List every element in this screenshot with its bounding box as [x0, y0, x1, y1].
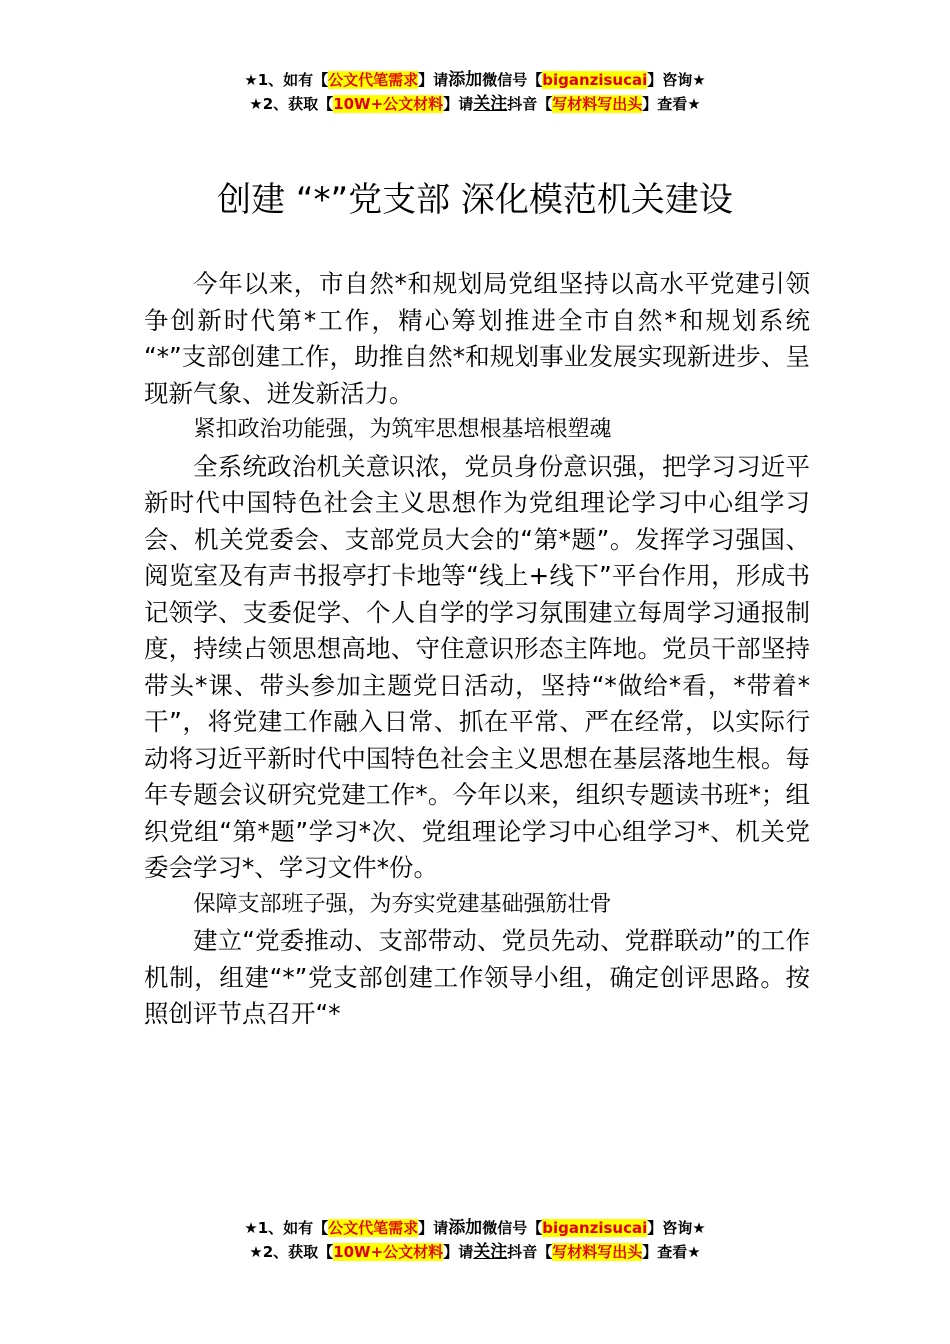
- banner-text: 微信号【: [482, 1219, 543, 1237]
- banner-highlight: 10W+公文材料: [333, 95, 444, 113]
- banner-text: ★1、如有【: [244, 1219, 329, 1237]
- banner-emphasis: 关注: [473, 1242, 508, 1262]
- document-title: 创建 “*”党支部 深化模范机关建设: [217, 180, 733, 220]
- banner-highlight: 公文代笔需求: [328, 1219, 419, 1237]
- banner-text: ★2、获取【: [249, 95, 334, 113]
- banner-emphasis: 关注: [473, 94, 508, 114]
- banner-text: ★2、获取【: [249, 1243, 334, 1261]
- paragraph: 建立“党委推动、支部带动、党员先动、党群联动”的工作机制，组建“*”党支部创建工作领导小组，确定创评思路。按照创评节点召开“*: [144, 926, 810, 1028]
- banner-text: 】请: [418, 71, 449, 89]
- banner-highlight: 10W+公文材料: [333, 1243, 444, 1261]
- paragraph: 全系统政治机关意识浓，党员身份意识强，把学习习近平新时代中国特色社会主义思想作为党组理论学习中心组学习会、机关党委会、支部党员大会的“第*题”。发挥学习强国、阅览室及有声书报亭打卡地等“线上+线下”平台作用，形成书记领学、支委促学、个人自学的学习氛围建立每周学习通报制度，持续占领思想高地、守住意识形态主阵地。党员干部坚持带头*课、带头参加主题党日活动，坚持“*做给*看，*带着*干”，将党建工作融入日常、抓在平常、严在经常，以实际行动将习近平新时代中国特色社会主义思想在基层落地生根。每年专题会议研究党建工作*。今年以来，组织专题读书班*；组织党组“第*题”学习*次、党组理论学习中心组学习*、机关党委会学习*、学习文件*份。: [144, 451, 810, 882]
- header-banner: [0, 68, 950, 116]
- banner-highlight: 写材料写出头: [552, 95, 643, 113]
- document-body: [144, 266, 810, 1033]
- banner-highlight: 公文代笔需求: [328, 71, 419, 89]
- banner-text: 】查看★: [642, 1243, 701, 1261]
- banner-emphasis: 添加: [448, 1218, 483, 1238]
- banner-text: 】查看★: [642, 95, 701, 113]
- banner-highlight: biganzisucai: [542, 1219, 648, 1237]
- banner-highlight: biganzisucai: [542, 71, 648, 89]
- section-heading: 保障支部班子强，为夯实党建基础强筋壮骨: [193, 891, 612, 917]
- banner-text: 抖音【: [507, 95, 553, 113]
- banner-line-2: [0, 92, 950, 116]
- banner-line-2: [0, 1240, 950, 1264]
- banner-emphasis: 添加: [448, 70, 483, 90]
- banner-line-1: [0, 68, 950, 92]
- footer-banner: [0, 1216, 950, 1264]
- banner-text: 】请: [443, 95, 474, 113]
- banner-text: ★1、如有【: [244, 71, 329, 89]
- paragraph: 今年以来，市自然*和规划局党组坚持以高水平党建引领争创新时代第*工作，精心筹划推进全市自然*和规划系统 “*”支部创建工作，助推自然*和规划事业发展实现新进步、呈现新气象、迸发新活力。: [144, 269, 810, 408]
- banner-highlight: 写材料写出头: [552, 1243, 643, 1261]
- section-heading: 紧扣政治功能强，为筑牢思想根基培根塑魂: [193, 417, 612, 442]
- banner-text: 抖音【: [507, 1243, 553, 1261]
- banner-text: 】请: [443, 1243, 474, 1261]
- banner-text: 】请: [418, 1219, 449, 1237]
- banner-text: 】咨询★: [647, 1219, 706, 1237]
- banner-line-1: [0, 1216, 950, 1240]
- banner-text: 】咨询★: [647, 71, 706, 89]
- banner-text: 微信号【: [482, 71, 543, 89]
